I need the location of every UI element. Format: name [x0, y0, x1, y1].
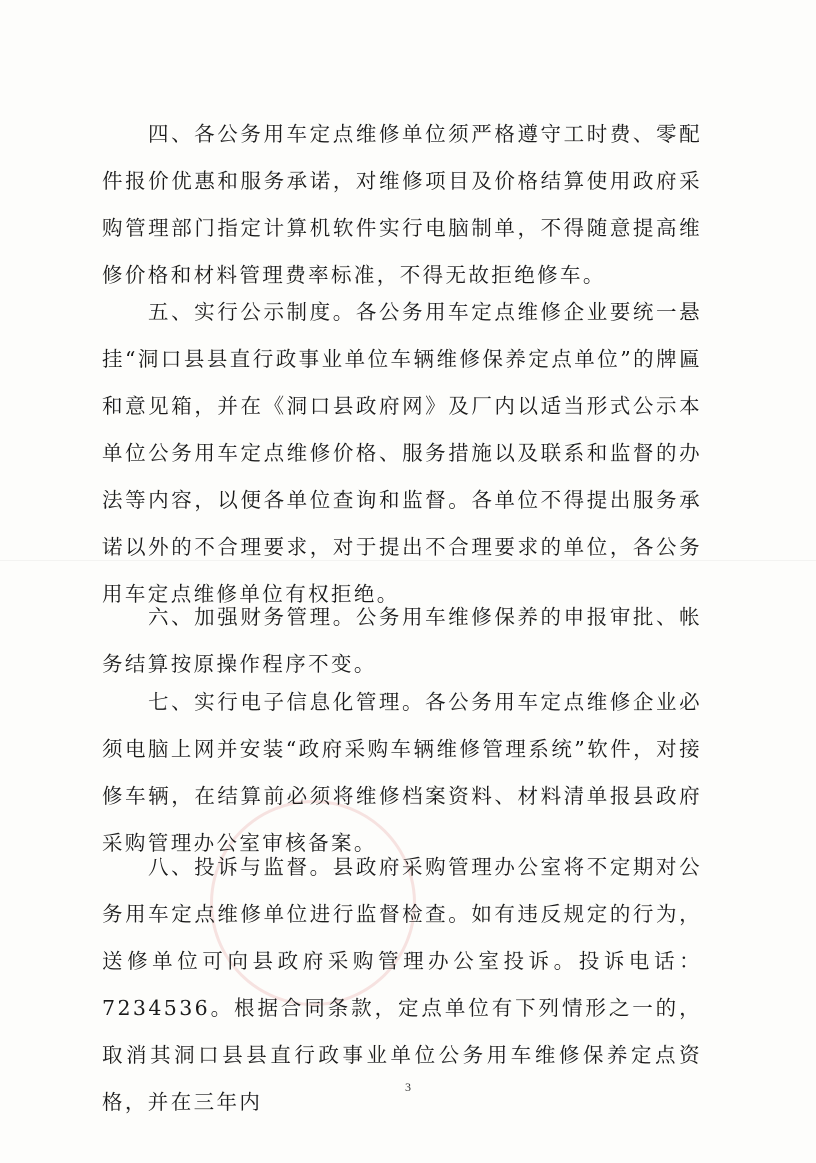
paragraph-section-7: 七、实行电子信息化管理。各公务用车定点维修企业必须电脑上网并安装“政府采购车辆维修管理系统”软件，对接修车辆，在结算前必须将维修档案资料、材料清单报县政府采购管理办公室审核备案。 [102, 690, 702, 855]
page-number: 3 [405, 1080, 411, 1094]
paragraph-section-6: 六、加强财务管理。公务用车维修保养的申报审批、帐务结算按原操作程序不变。 [102, 605, 702, 676]
paragraph-section-5: 五、实行公示制度。各公务用车定点维修企业要统一悬挂“洞口县县直行政事业单位车辆维修保养定点单位”的牌匾和意见箱，并在《洞口县政府网》及厂内以适当形式公示本单位公务用车定点维修价格、服务措施以及联系和监督的办法等内容，以便各单位查询和监督。各单位不得提出服务承诺以外的不合理要求，对于提出不合理要求的单位，各公务用车定点维修单位有权拒绝。 [102, 300, 702, 606]
paragraph-section-8: 八、投诉与监督。县政府采购管理办公室将不定期对公务用车定点维修单位进行监督检查。如有违反规定的行为，送修单位可向县政府采购管理办公室投诉。投诉电话： 7234536。根据合同条款，定点单位有下列情形之一的，取消其洞口县县直行政事业单位公务用车维修保养定点资格，并在三年内 [102, 855, 702, 1114]
paragraph-section-4: 四、各公务用车定点维修单位须严格遵守工时费、零配件报价优惠和服务承诺，对维修项目及价格结算使用政府采购管理部门指定计算机软件实行电脑制单，不得随意提高维修价格和材料管理费率标准，不得无故拒绝修车。 [102, 122, 702, 287]
